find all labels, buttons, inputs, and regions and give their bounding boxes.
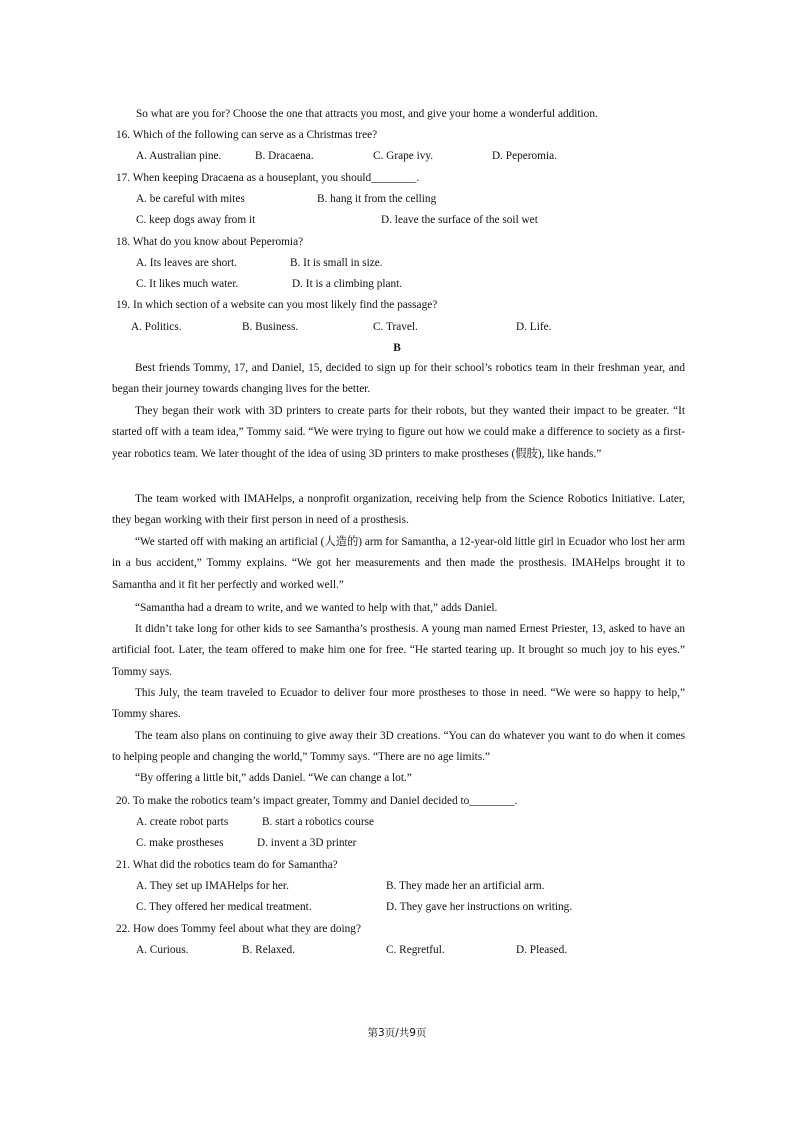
question-20-stem: 20. To make the robotics team’s impact greater, Tommy and Daniel decided to________. [116, 795, 518, 807]
section-b-heading: B [393, 342, 401, 354]
question-22-option-a: A. Curious. [136, 944, 189, 956]
question-17-option-b: B. hang it from the celling [317, 193, 437, 205]
question-21-option-d: D. They gave her instructions on writing. [386, 901, 573, 913]
passage-paragraph: They began their work with 3D printers to create parts for their robots, but they wanted their impact to be greater. “It started off with a team idea,” Tommy said. “We were trying to figure out how we could make a difference to society as a first-year robotics team. We later thought of the idea of using 3D printers to make prostheses (假肢), like hands.” [112, 405, 685, 460]
question-16-option-a: A. Australian pine. [136, 150, 222, 162]
question-17-stem: 17. When keeping Dracaena as a houseplant, you should________. [116, 172, 420, 184]
question-16-stem: 16. Which of the following can serve as a Christmas tree? [116, 129, 378, 141]
question-22-option-d: D. Pleased. [516, 944, 568, 956]
question-19-stem: 19. In which section of a website can you most likely find the passage? [116, 299, 438, 311]
question-16-option-b: B. Dracaena. [255, 150, 314, 162]
question-21-option-c: C. They offered her medical treatment. [136, 901, 312, 913]
question-20-option-a: A. create robot parts [136, 816, 229, 828]
passage-paragraph: This July, the team traveled to Ecuador to deliver four more prostheses to those in need. “We were so happy to help,” Tommy shares. [112, 687, 685, 721]
question-22-option-c: C. Regretful. [386, 944, 445, 956]
passage-paragraph: The team also plans on continuing to give away their 3D creations. “You can do whatever you want to do when it comes to helping people and changing the world,” Tommy says. “There are no age limits.” [112, 730, 685, 764]
question-19-option-a: A. Politics. [131, 321, 182, 333]
question-18-option-b: B. It is small in size. [290, 257, 383, 269]
question-19-option-b: B. Business. [242, 321, 299, 333]
passage-paragraph: “We started off with making an artificial (人造的) arm for Samantha, a 12-year-old little girl in Ecuador who lost her arm in a bus accident,” Tommy explains. “We got her measurements and then made the prosthesis. IMAHelps brought it to Samantha and it fit her perfectly and worked well.” [112, 536, 685, 591]
question-17-option-c: C. keep dogs away from it [136, 214, 256, 226]
question-20-option-d: D. invent a 3D printer [257, 837, 357, 849]
intro-line: So what are you for? Choose the one that attracts you most, and give your home a wonderful addition. [136, 108, 598, 120]
question-18-option-d: D. It is a climbing plant. [292, 278, 403, 290]
question-22-option-b: B. Relaxed. [242, 944, 296, 956]
question-17-option-d: D. leave the surface of the soil wet [381, 214, 538, 226]
question-18-option-c: C. It likes much water. [136, 278, 239, 290]
question-21-stem: 21. What did the robotics team do for Samantha? [116, 859, 338, 871]
passage-paragraph: Best friends Tommy, 17, and Daniel, 15, decided to sign up for their school’s robotics team in their freshman year, and began their journey towards changing lives for the better. [112, 362, 685, 396]
question-18-option-a: A. Its leaves are short. [136, 257, 238, 269]
question-21-option-b: B. They made her an artificial arm. [386, 880, 545, 892]
question-16-option-c: C. Grape ivy. [373, 150, 434, 162]
question-19-option-c: C. Travel. [373, 321, 418, 333]
question-21-option-a: A. They set up IMAHelps for her. [136, 880, 289, 892]
question-19-option-d: D. Life. [516, 321, 552, 333]
question-18-stem: 18. What do you know about Peperomia? [116, 236, 304, 248]
passage-paragraph: The team worked with IMAHelps, a nonprofit organization, receiving help from the Science Robotics Initiative. Later, they began working with their first person in need of a prosthesis. [112, 493, 685, 527]
page-footer: 第3页/共9页 [367, 1027, 427, 1039]
question-20-option-c: C. make prostheses [136, 837, 224, 849]
question-22-stem: 22. How does Tommy feel about what they are doing? [116, 923, 361, 935]
question-16-option-d: D. Peperomia. [492, 150, 557, 162]
passage-paragraph: It didn’t take long for other kids to see Samantha’s prosthesis. A young man named Ernest Priester, 13, asked to have an artificial foot. Later, the team offered to make him one for free. “He started tearing up. It brought so much joy to his eyes.” Tommy says. [112, 623, 685, 678]
passage-paragraph: “By offering a little bit,” adds Daniel. “We can change a lot.” [135, 772, 412, 784]
passage-paragraph: “Samantha had a dream to write, and we wanted to help with that,” adds Daniel. [135, 602, 498, 614]
question-17-option-a: A. be careful with mites [136, 193, 245, 205]
question-20-option-b: B. start a robotics course [262, 816, 374, 828]
